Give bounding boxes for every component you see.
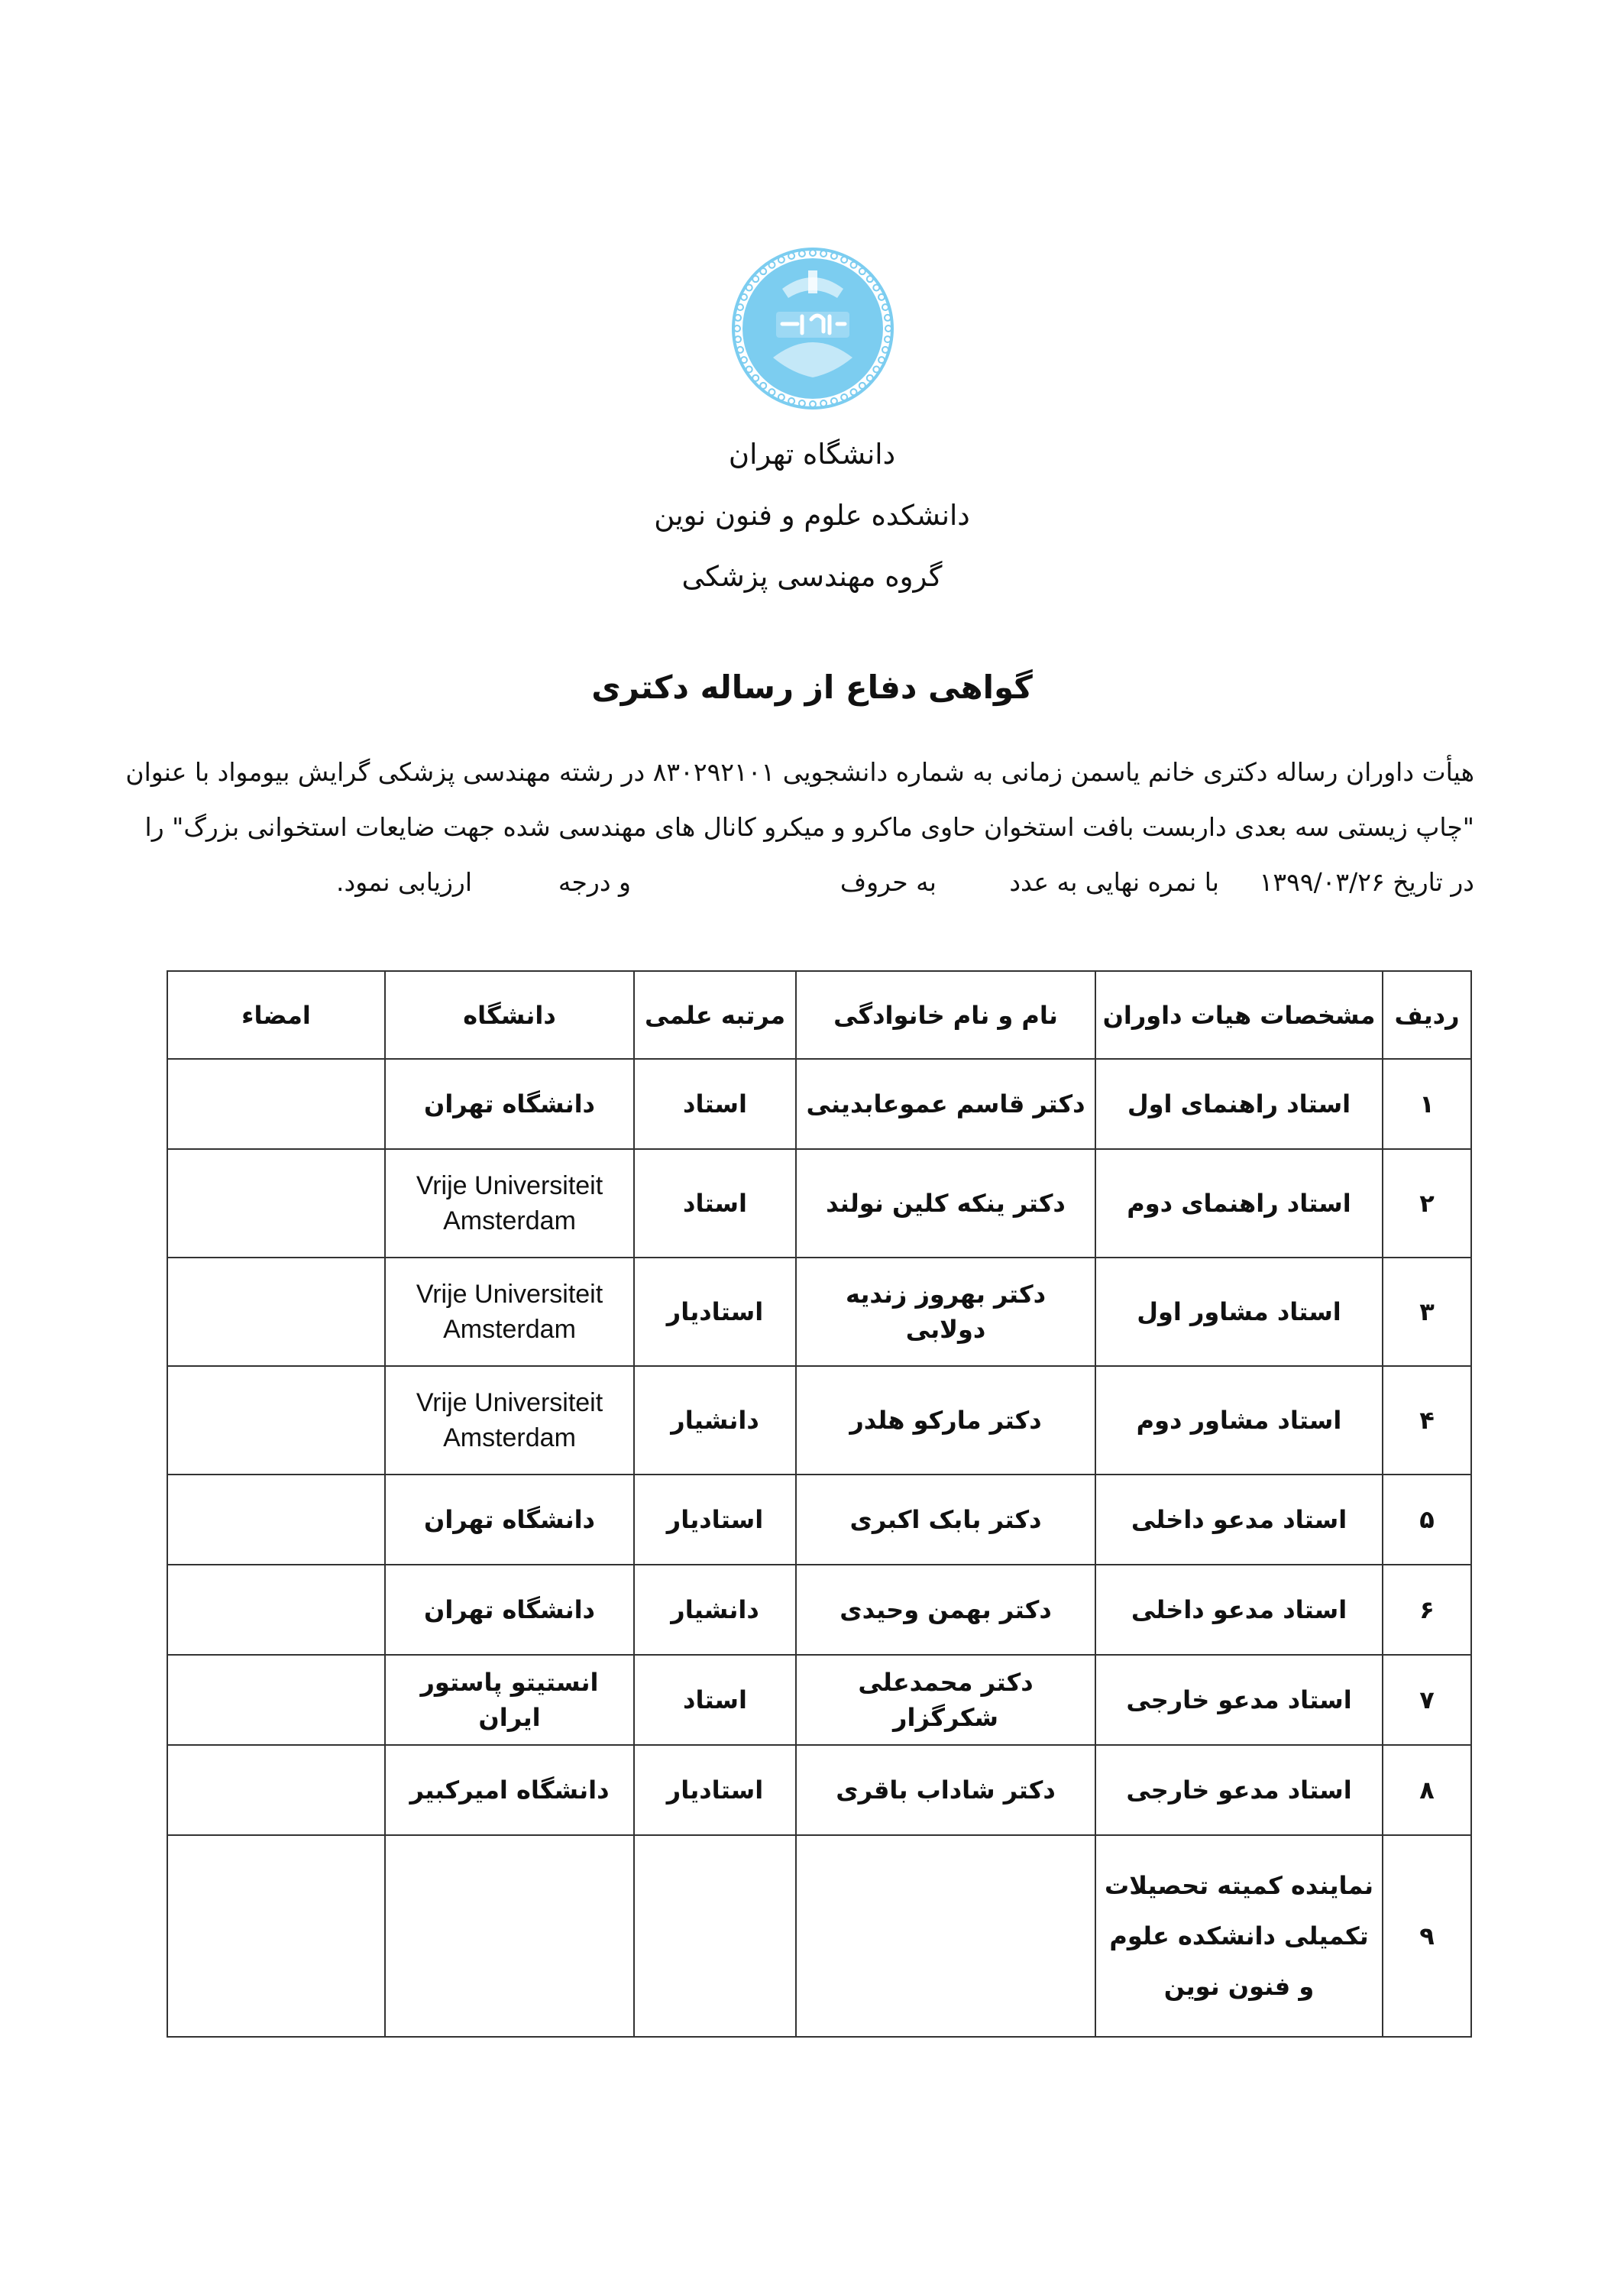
header-committee-role: مشخصات هیات داوران xyxy=(1095,971,1383,1059)
logo-pearl xyxy=(878,357,885,363)
logo-pearl xyxy=(737,304,743,310)
body-line-2: "چاپ زیستی سه بعدی داربست بافت استخوان حاوی ماکرو و میکرو کانال های مهندسی شده جهت ضایعات استخوانی بزرگ" را xyxy=(144,812,1474,842)
logo-pearl xyxy=(885,336,891,342)
logo-pearl xyxy=(735,315,741,321)
logo-pearl xyxy=(885,325,891,332)
logo-pearl xyxy=(768,389,775,395)
signature-cell xyxy=(167,1475,385,1565)
signature-cell xyxy=(167,1655,385,1745)
committee-role: نماینده کمیته تحصیلات تکمیلی دانشکده علوم و فنون نوین xyxy=(1095,1835,1383,2037)
signature-cell xyxy=(167,1565,385,1655)
logo-pearl xyxy=(741,357,747,363)
member-name: دکتر قاسم عموعابدینی xyxy=(796,1059,1095,1149)
logo-pearl xyxy=(778,394,785,400)
member-name: دکتر شاداب باقری xyxy=(796,1745,1095,1835)
logo-pearl xyxy=(735,336,741,342)
logo-pearl xyxy=(746,284,752,290)
committee-role: استاد مشاور اول xyxy=(1095,1258,1383,1366)
member-name: دکتر محمدعلی شکرگزار xyxy=(796,1655,1095,1745)
logo-pearl xyxy=(878,294,885,300)
member-university xyxy=(385,1835,634,2037)
logo-pearl xyxy=(820,400,827,406)
header-row-number: ردیف xyxy=(1383,971,1471,1059)
member-university: دانشگاه تهران xyxy=(385,1565,634,1655)
committee-role: استاد مدعو داخلی xyxy=(1095,1475,1383,1565)
committee-role: استاد راهنمای اول xyxy=(1095,1059,1383,1149)
table-row xyxy=(167,1149,1471,1258)
logo-pearl xyxy=(741,294,747,300)
committee-role: استاد مدعو داخلی xyxy=(1095,1565,1383,1655)
table-row xyxy=(167,1366,1471,1475)
academic-rank xyxy=(634,1835,796,2037)
row-number: ۴ xyxy=(1383,1366,1471,1475)
logo-pearl xyxy=(873,284,879,290)
logo-pearl xyxy=(873,367,879,373)
logo-pearl xyxy=(788,398,794,404)
committee-role: استاد مشاور دوم xyxy=(1095,1366,1383,1475)
member-university: دانشگاه امیرکبیر xyxy=(385,1745,634,1835)
logo-pearl xyxy=(841,257,847,263)
university-logo xyxy=(727,243,898,414)
row-number: ۱ xyxy=(1383,1059,1471,1149)
member-name: دکتر بابک اکبری xyxy=(796,1475,1095,1565)
defense-date: در تاریخ ۱۳۹۹/۰۳/۲۶ xyxy=(1259,867,1474,897)
logo-pearl xyxy=(752,375,759,381)
signature-cell xyxy=(167,1149,385,1258)
logo-pearl xyxy=(841,394,847,400)
logo-pearl xyxy=(778,257,785,263)
score-number-label: با نمره نهایی به عدد xyxy=(1009,867,1219,897)
logo-pearl xyxy=(737,347,743,353)
logo-pearl xyxy=(851,262,857,268)
logo-pearl xyxy=(760,268,766,274)
committee-table xyxy=(167,970,1472,2038)
committee-role: استاد مدعو خارجی xyxy=(1095,1745,1383,1835)
academic-rank: استاد xyxy=(634,1149,796,1258)
logo-pearl xyxy=(885,315,891,321)
logo-pearl xyxy=(882,347,888,353)
member-name: دکتر مارکو هلدر xyxy=(796,1366,1095,1475)
row-number: ۲ xyxy=(1383,1149,1471,1258)
header-university: دانشگاه xyxy=(385,971,634,1059)
academic-rank: استادیار xyxy=(634,1745,796,1835)
row-number: ۳ xyxy=(1383,1258,1471,1366)
document-title: گواهی دفاع از رساله دکتری xyxy=(591,668,1033,706)
academic-rank: استاد xyxy=(634,1655,796,1745)
member-university: دانشگاه تهران xyxy=(385,1059,634,1149)
committee-role: استاد راهنمای دوم xyxy=(1095,1149,1383,1258)
header-academic-rank: مرتبه علمی xyxy=(634,971,796,1059)
logo-pearl xyxy=(788,253,794,259)
member-university: دانشگاه تهران xyxy=(385,1475,634,1565)
logo-pearl xyxy=(810,250,816,256)
logo-pearl xyxy=(752,276,759,282)
logo-pearl xyxy=(734,325,740,332)
logo-pearl xyxy=(851,389,857,395)
faculty-name: دانشکده علوم و فنون نوین xyxy=(654,499,970,532)
row-number: ۸ xyxy=(1383,1745,1471,1835)
logo-pearl xyxy=(859,268,865,274)
signature-cell xyxy=(167,1059,385,1149)
logo-pearl xyxy=(799,400,805,406)
logo-pearl xyxy=(831,398,837,404)
academic-rank: دانشیار xyxy=(634,1565,796,1655)
row-number: ۷ xyxy=(1383,1655,1471,1745)
table-row xyxy=(167,1475,1471,1565)
logo-pearl xyxy=(768,262,775,268)
logo-pearl xyxy=(760,383,766,389)
member-name: دکتر بهمن وحیدی xyxy=(796,1565,1095,1655)
logo-pearl xyxy=(867,276,873,282)
logo-pearl xyxy=(799,251,805,257)
logo-pearl xyxy=(867,375,873,381)
logo-pearl xyxy=(810,401,816,407)
row-number: ۵ xyxy=(1383,1475,1471,1565)
header-signature: امضاء xyxy=(167,971,385,1059)
row-number: ۶ xyxy=(1383,1565,1471,1655)
score-words-label: به حروف xyxy=(839,867,937,897)
signature-cell xyxy=(167,1366,385,1475)
table-row xyxy=(167,1835,1471,2037)
logo-pearl xyxy=(882,304,888,310)
member-name: دکتر ینکه کلین نولند xyxy=(796,1149,1095,1258)
table-header-row xyxy=(167,971,1471,1059)
table-row xyxy=(167,1565,1471,1655)
signature-cell xyxy=(167,1835,385,2037)
row-number: ۹ xyxy=(1383,1835,1471,2037)
body-line-1: هیأت داوران رساله دکتری خانم یاسمن زمانی به شماره دانشجویی ۸۳۰۲۹۲۱۰۱ در رشته مهندسی پزشکی گرایش بیومواد با عنوان xyxy=(125,757,1474,787)
member-name xyxy=(796,1835,1095,2037)
committee-role: استاد مدعو خارجی xyxy=(1095,1655,1383,1745)
academic-rank: استادیار xyxy=(634,1475,796,1565)
table-row xyxy=(167,1655,1471,1745)
academic-rank: استادیار xyxy=(634,1258,796,1366)
member-name: دکتر بهروز زندیه دولابی xyxy=(796,1258,1095,1366)
member-university: Vrije Universiteit Amsterdam xyxy=(385,1258,634,1366)
academic-rank: استاد xyxy=(634,1059,796,1149)
logo-pearl xyxy=(831,253,837,259)
member-university: انستیتو پاستور ایران xyxy=(385,1655,634,1745)
logo-pearl xyxy=(820,251,827,257)
body-line-3 xyxy=(0,865,1624,903)
logo-pearl xyxy=(859,383,865,389)
member-university: Vrije Universiteit Amsterdam xyxy=(385,1149,634,1258)
member-university: Vrije Universiteit Amsterdam xyxy=(385,1366,634,1475)
signature-cell xyxy=(167,1258,385,1366)
academic-rank: دانشیار xyxy=(634,1366,796,1475)
signature-cell xyxy=(167,1745,385,1835)
department-name: گروه مهندسی پزشکی xyxy=(681,560,943,593)
logo-pearl xyxy=(746,367,752,373)
table-row xyxy=(167,1258,1471,1366)
university-name: دانشگاه تهران xyxy=(728,438,896,471)
grade-label: و درجه xyxy=(558,867,631,897)
header-full-name: نام و نام خانوادگی xyxy=(796,971,1095,1059)
table-row xyxy=(167,1059,1471,1149)
table-row xyxy=(167,1745,1471,1835)
evaluation-end: ارزیابی نمود. xyxy=(336,867,472,897)
